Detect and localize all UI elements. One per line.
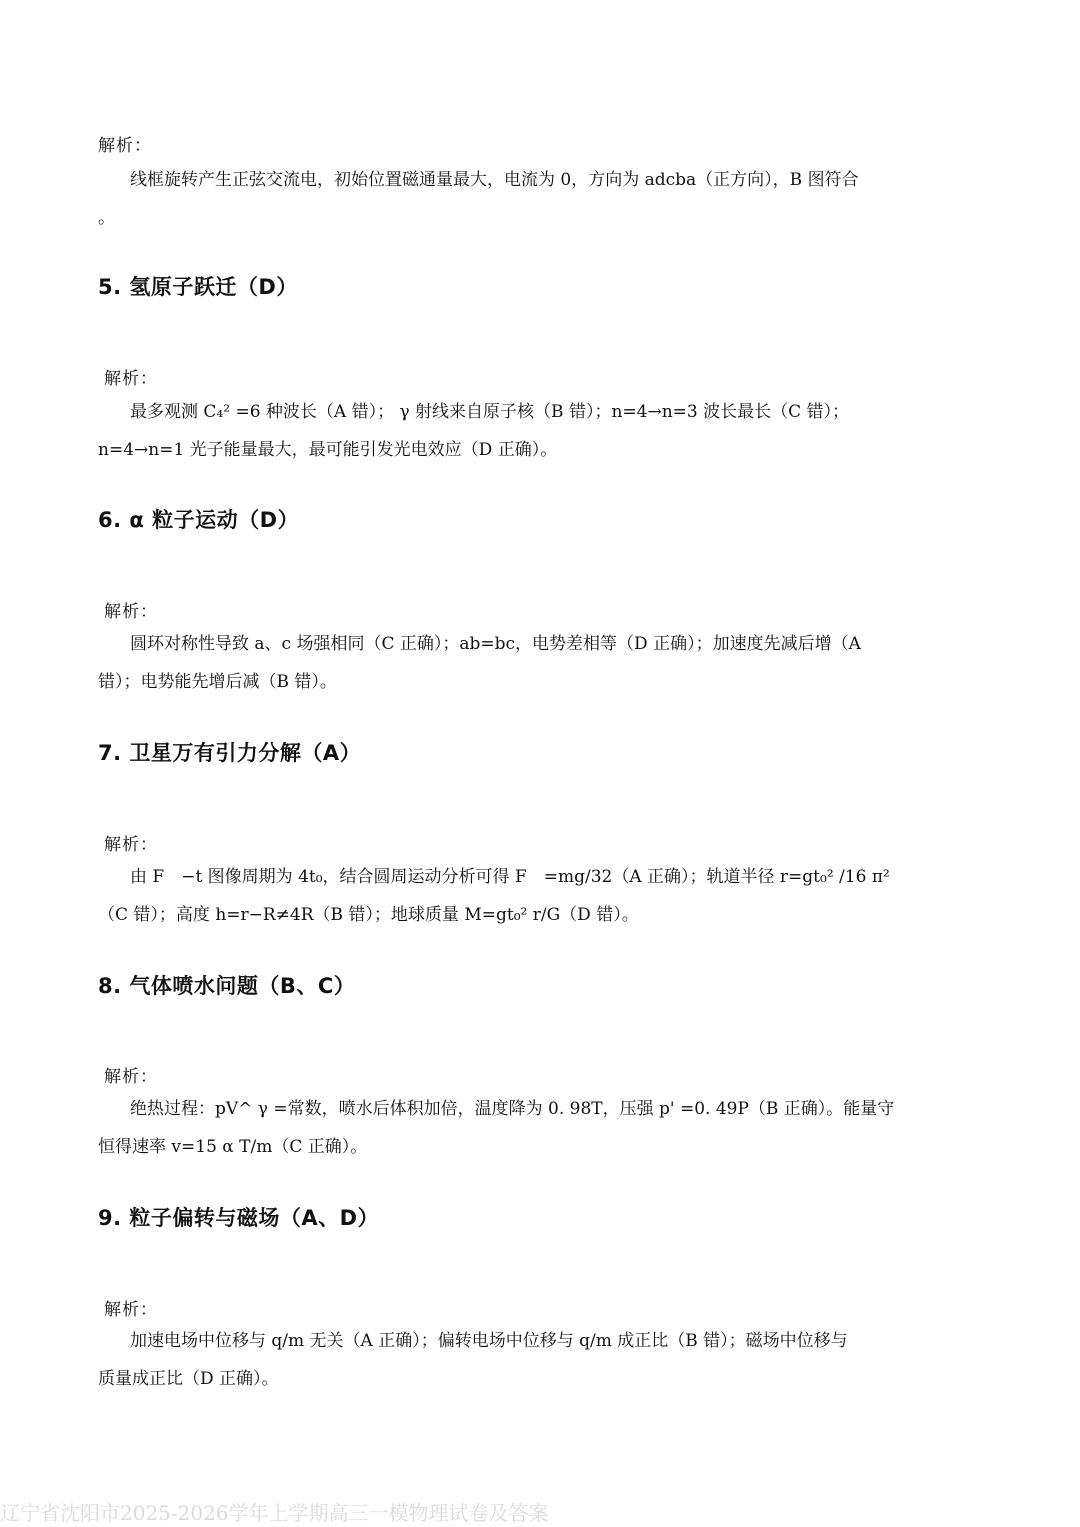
analysis-line: 质量成正比（D 正确）。 [98, 1369, 279, 1389]
analysis-label: 解析： [104, 1300, 158, 1320]
analysis-line: 错）；电势能先增后减（B 错）。 [98, 672, 337, 692]
analysis-text [98, 161, 978, 237]
analysis-text [98, 393, 978, 469]
question-heading: 7. 卫星万有引力分解（A） [98, 741, 362, 765]
analysis-text [98, 1322, 978, 1398]
analysis-label: 解析： [104, 1067, 158, 1087]
analysis-line: 绝热过程：pV^ γ =常数，喷水后体积加倍，温度降为 0. 98T，压强 p' =0. 49P（B 正确）。能量守 [130, 1099, 895, 1119]
analysis-label: 解析： [98, 136, 152, 156]
analysis-text [98, 858, 978, 934]
analysis-line: 圆环对称性导致 a、c 场强相同（C 正确）；ab=bc，电势差相等（D 正确）；加速度先减后增（A [130, 634, 861, 654]
analysis-line: 由 F −t 图像周期为 4t₀，结合圆周运动分析可得 F =mg/32（A 正确）；轨道半径 r=gt₀² /16 π² [130, 867, 890, 887]
analysis-line: 。 [98, 208, 115, 228]
analysis-line: n=4→n=1 光子能量最大，最可能引发光电效应（D 正确）。 [98, 440, 558, 460]
analysis-line: （C 错）；高度 h=r−R≠4R（B 错）；地球质量 M=gt₀² r/G（D 错）。 [98, 905, 639, 925]
analysis-line: 加速电场中位移与 q/m 无关（A 正确）；偏转电场中位移与 q/m 成正比（B 错）；磁场中位移与 [130, 1331, 848, 1351]
analysis-text [98, 625, 978, 701]
analysis-text [98, 1090, 978, 1166]
footer-watermark: 辽宁省沈阳市2025-2026学年上学期高三一模物理试卷及答案 [0, 1501, 549, 1525]
question-heading: 9. 粒子偏转与磁场（A、D） [98, 1206, 380, 1230]
analysis-line: 最多观测 C₄² =6 种波长（A 错）； γ 射线来自原子核（B 错）；n=4→n=3 波长最长（C 错）； [130, 402, 850, 422]
question-heading: 6. α 粒子运动（D） [98, 508, 300, 532]
analysis-label: 解析： [104, 835, 158, 855]
question-heading: 8. 气体喷水问题（B、C） [98, 974, 356, 998]
analysis-line: 线框旋转产生正弦交流电，初始位置磁通量最大，电流为 0，方向为 adcba（正方向），B 图符合 [130, 170, 859, 190]
analysis-label: 解析： [104, 369, 158, 389]
question-heading: 5. 氢原子跃迁（D） [98, 275, 298, 299]
analysis-label: 解析： [104, 602, 158, 622]
analysis-line: 恒得速率 v=15 α T/m（C 正确）。 [98, 1137, 368, 1157]
